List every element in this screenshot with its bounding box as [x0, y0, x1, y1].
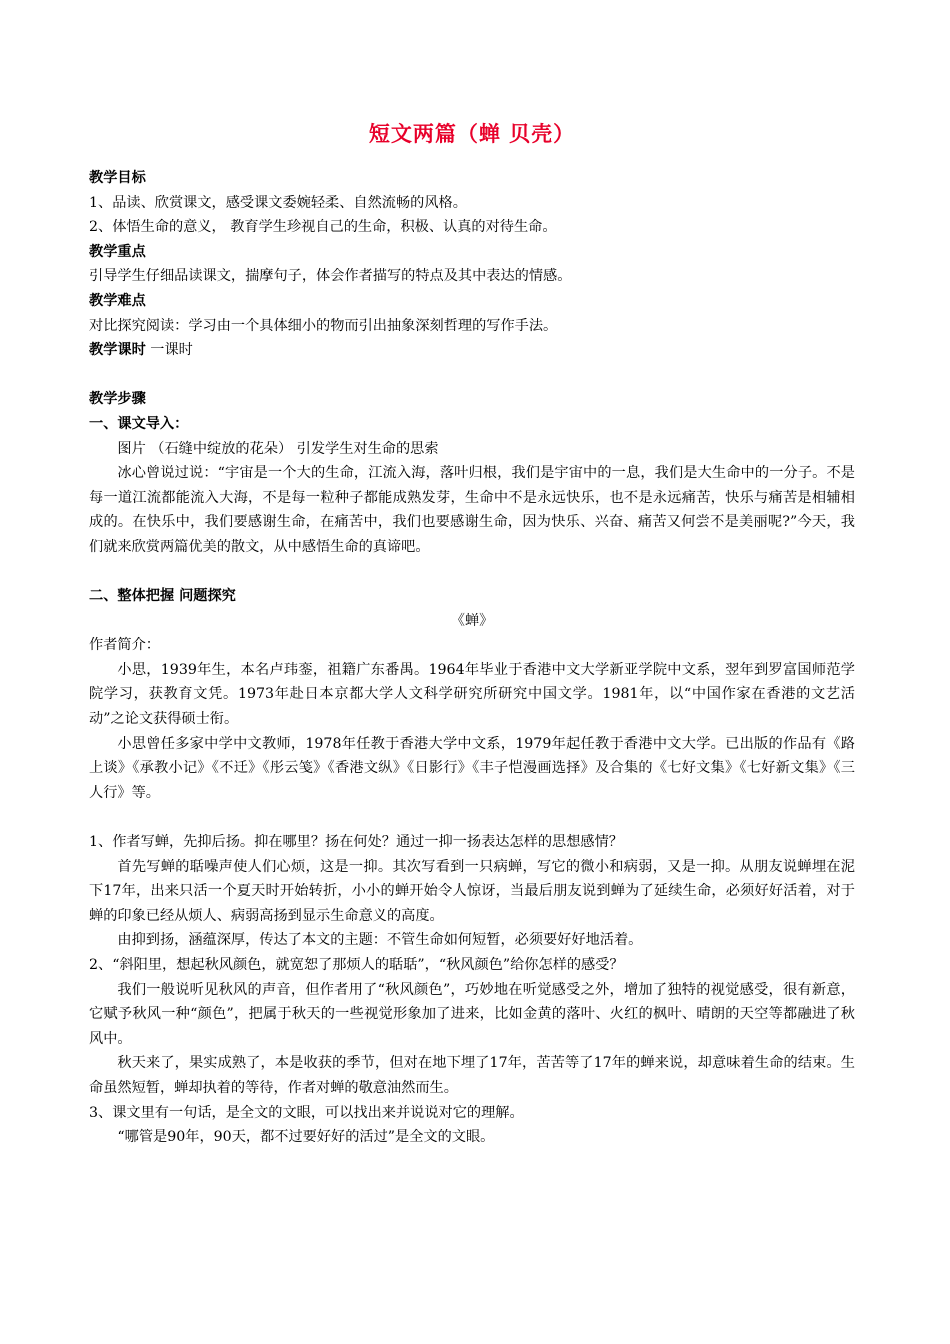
difficulty-heading: 教学难点: [89, 292, 146, 309]
hours-text: 一课时: [150, 342, 193, 359]
goal-item-2: 2、体悟生命的意义， 教育学生珍视自己的生命，积极、认真的对待生命。: [89, 219, 557, 236]
steps-heading: 教学步骤: [89, 391, 146, 408]
question-2: 2、“斜阳里，想起秋风颜色，就宽恕了那烦人的聒聒”，“秋风颜色”给你怎样的感受？: [89, 957, 624, 973]
question-1: 1、作者写蝉，先抑后扬。抑在哪里？扬在何处？通过一抑一扬表达怎样的思想感情？: [89, 834, 623, 851]
author-paragraph-2: 小思曾任多家中学中文教师，1978年任教于香港大学中文系，1979年起任教于香港中文大学。已出版的作品有《路上谈》《承教小记》《不迁》《彤云笺》《香港文纵》《日影行》《丰子恺漫画选择》及合集的《七好文集》《七好新文集》《三人行》等。: [89, 735, 855, 801]
goal-item-1: 1、品读、欣赏课文，感受课文委婉轻柔、自然流畅的风格。: [89, 194, 467, 211]
section1-heading: 一、课文导入：: [89, 415, 189, 432]
document-page: [89, 120, 855, 1150]
focus-text: 引导学生仔细品读课文，揣摩句子，体会作者描写的特点及其中表达的情感。: [89, 268, 572, 285]
question-2-answer-2: 秋天来了，果实成熟了，本是收获的季节，但对在地下埋了17年，苦苦等了17年的蝉来说，却意味着生命的结束。生命虽然短暂，蝉却执着的等待，作者对蝉的敬意油然而生。: [89, 1055, 855, 1096]
page-title: 短文两篇（蝉 贝壳）: [368, 121, 576, 146]
question-1-answer-1: 首先写蝉的聒噪声使人们心烦，这是一抑。其次写看到一只病蝉，写它的微小和病弱，又是一抑。从朋友说蝉埋在泥下17年，出来只活一个夏天时开始转折，小小的蝉开始令人惊讶，当最后朋友说到蝉为了延续生命，必须好好活着，对于蝉的印象已经从烦人、病弱高扬到显示生命意义的高度。: [89, 858, 855, 924]
intro-paragraph: 冰心曾说过说：“宇宙是一个大的生命，江流入海，落叶归根，我们是宇宙中的一息，我们是大生命中的一分子。不是每一道江流都能流入大海，不是每一粒种子都能成熟发芽，生命中不是永远快乐，也不是永远痛苦，快乐与痛苦是相辅相成的。在快乐中，我们要感谢生命，在痛苦中，我们也要感谢生命，因为快乐、兴奋、痛苦又何尝不是美丽呢?”今天，我们就来欣赏两篇优美的散文，从中感悟生命的真谛吧。: [89, 465, 855, 555]
section2-subtitle: 《蝉》: [450, 612, 494, 629]
question-3-answer: “哪管是90年，90天，都不过要好好的活过”是全文的文眼。: [117, 1129, 495, 1146]
question-1-answer-2: 由抑到扬，涵蕴深厚，传达了本文的主题：不管生命如何短暂，必须要好好地活着。: [117, 932, 643, 949]
section2-heading: 二、整体把握 问题探究: [89, 588, 236, 605]
hours-line: [89, 338, 855, 363]
author-label: 作者简介：: [89, 637, 160, 654]
question-3: 3、课文里有一句话，是全文的文眼，可以找出来并说说对它的理解。: [89, 1104, 524, 1121]
goals-heading: 教学目标: [89, 170, 146, 186]
picture-line: 图片 （石缝中绽放的花朵） 引发学生对生命的思索: [117, 440, 439, 457]
difficulty-text: 对比探究阅读：学习由一个具体细小的物而引出抽象深刻哲理的写作手法。: [89, 317, 558, 334]
question-2-answer-1: 我们一般说听见秋风的声音，但作者用了“秋风颜色”，巧妙地在听觉感受之外，增加了独特的视觉感受，很有新意，它赋予秋风一种“颜色”，把属于秋天的一些视觉形象加了进来，比如金黄的落叶、火红的枫叶、晴朗的天空等都融进了秋风中。: [89, 981, 855, 1047]
focus-heading: 教学重点: [89, 243, 146, 260]
hours-heading: 教学课时: [89, 342, 146, 359]
author-paragraph-1: 小思，1939年生，本名卢玮銮，祖籍广东番禺。1964年毕业于香港中文大学新亚学院中文系，翌年到罗富国师范学院学习，获教育文凭。1973年赴日本京都大学人文科学研究所研究中国文学。1981年，以“中国作家在香港的文艺活动”之论文获得硕士衔。: [89, 661, 855, 728]
